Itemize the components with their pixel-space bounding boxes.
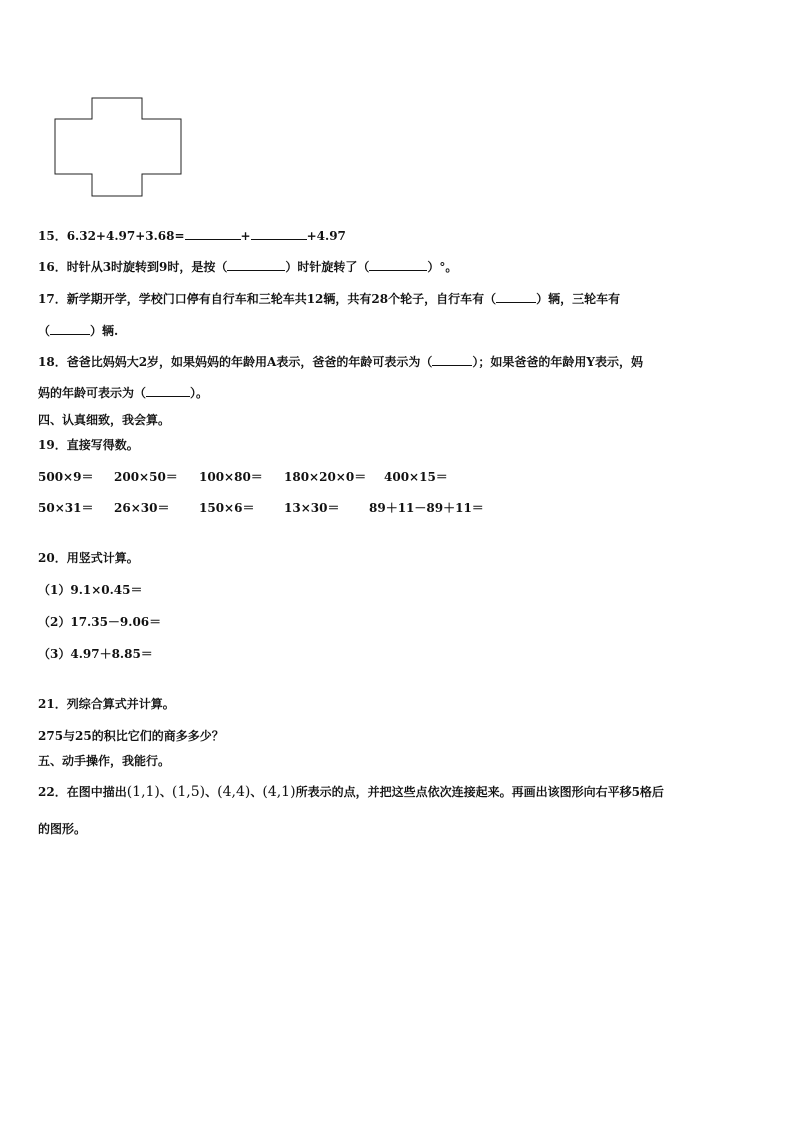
answer-blank[interactable] <box>227 259 285 271</box>
question-18: 18．爸爸比妈妈大2岁，如果妈妈的年龄用A表示，爸爸的年龄可表示为（ ）；如果爸爸的年龄用Y表示，妈 <box>38 355 643 369</box>
question-17: 17．新学期开学，学校门口停有自行车和三轮车共12辆，共有28个轮子，自行车有（ ）辆，三轮车有 <box>38 292 621 306</box>
question-17-line2: （ ）辆. <box>38 324 119 338</box>
question-20-item-3: （3）4.97＋8.85＝ <box>38 647 153 661</box>
answer-blank[interactable] <box>146 385 190 397</box>
question-15: 15．6.32+4.97+3.68= + +4.97 <box>38 229 346 243</box>
question-21-text: 275与25的积比它们的商多多少？ <box>38 729 224 743</box>
question-22: 22．在图中描出(1,1)、(1,5)、(4,4)、(4,1)所表示的点，并把这些点依次连接起来。再画出该图形向右平移5格后 <box>38 784 664 800</box>
cross-shape-figure <box>54 97 182 198</box>
question-22-line2: 的图形。 <box>38 822 87 836</box>
answer-blank[interactable] <box>432 354 472 366</box>
calc-item: 50×31＝ <box>38 501 94 515</box>
answer-blank[interactable] <box>496 291 536 303</box>
calc-item: 150×6＝ <box>199 501 255 515</box>
question-21-title: 21．列综合算式并计算。 <box>38 697 175 711</box>
coordinate: (1,5) <box>171 784 206 800</box>
calc-item: 400×15＝ <box>384 470 448 484</box>
coordinate: (1,1) <box>126 784 160 800</box>
calc-item: 26×30＝ <box>114 501 170 515</box>
calc-item: 180×20×0＝ <box>284 470 367 484</box>
coordinate: (4,1) <box>262 784 296 800</box>
calc-item: 100×80＝ <box>199 470 263 484</box>
question-20-title: 20．用竖式计算。 <box>38 551 139 565</box>
section-5-heading: 五、动手操作，我能行。 <box>38 754 171 768</box>
question-20-item-1: （1）9.1×0.45＝ <box>38 583 143 597</box>
calc-item: 13×30＝ <box>284 501 340 515</box>
calc-item: 200×50＝ <box>114 470 178 484</box>
section-4-heading: 四、认真细致，我会算。 <box>38 413 171 427</box>
answer-blank[interactable] <box>185 228 241 240</box>
question-18-line2: 妈的年龄可表示为（ ）。 <box>38 386 209 400</box>
coordinate: (4,4) <box>217 784 251 800</box>
question-19-title: 19．直接写得数。 <box>38 438 139 452</box>
question-16: 16．时针从3时旋转到9时，是按（ ）时针旋转了（ ）°。 <box>38 260 458 274</box>
answer-blank[interactable] <box>251 228 307 240</box>
question-20-item-2: （2）17.35－9.06＝ <box>38 615 162 629</box>
calc-item: 500×9＝ <box>38 470 94 484</box>
answer-blank[interactable] <box>50 323 90 335</box>
calc-item: 89＋11－89＋11＝ <box>369 501 484 515</box>
answer-blank[interactable] <box>369 259 427 271</box>
